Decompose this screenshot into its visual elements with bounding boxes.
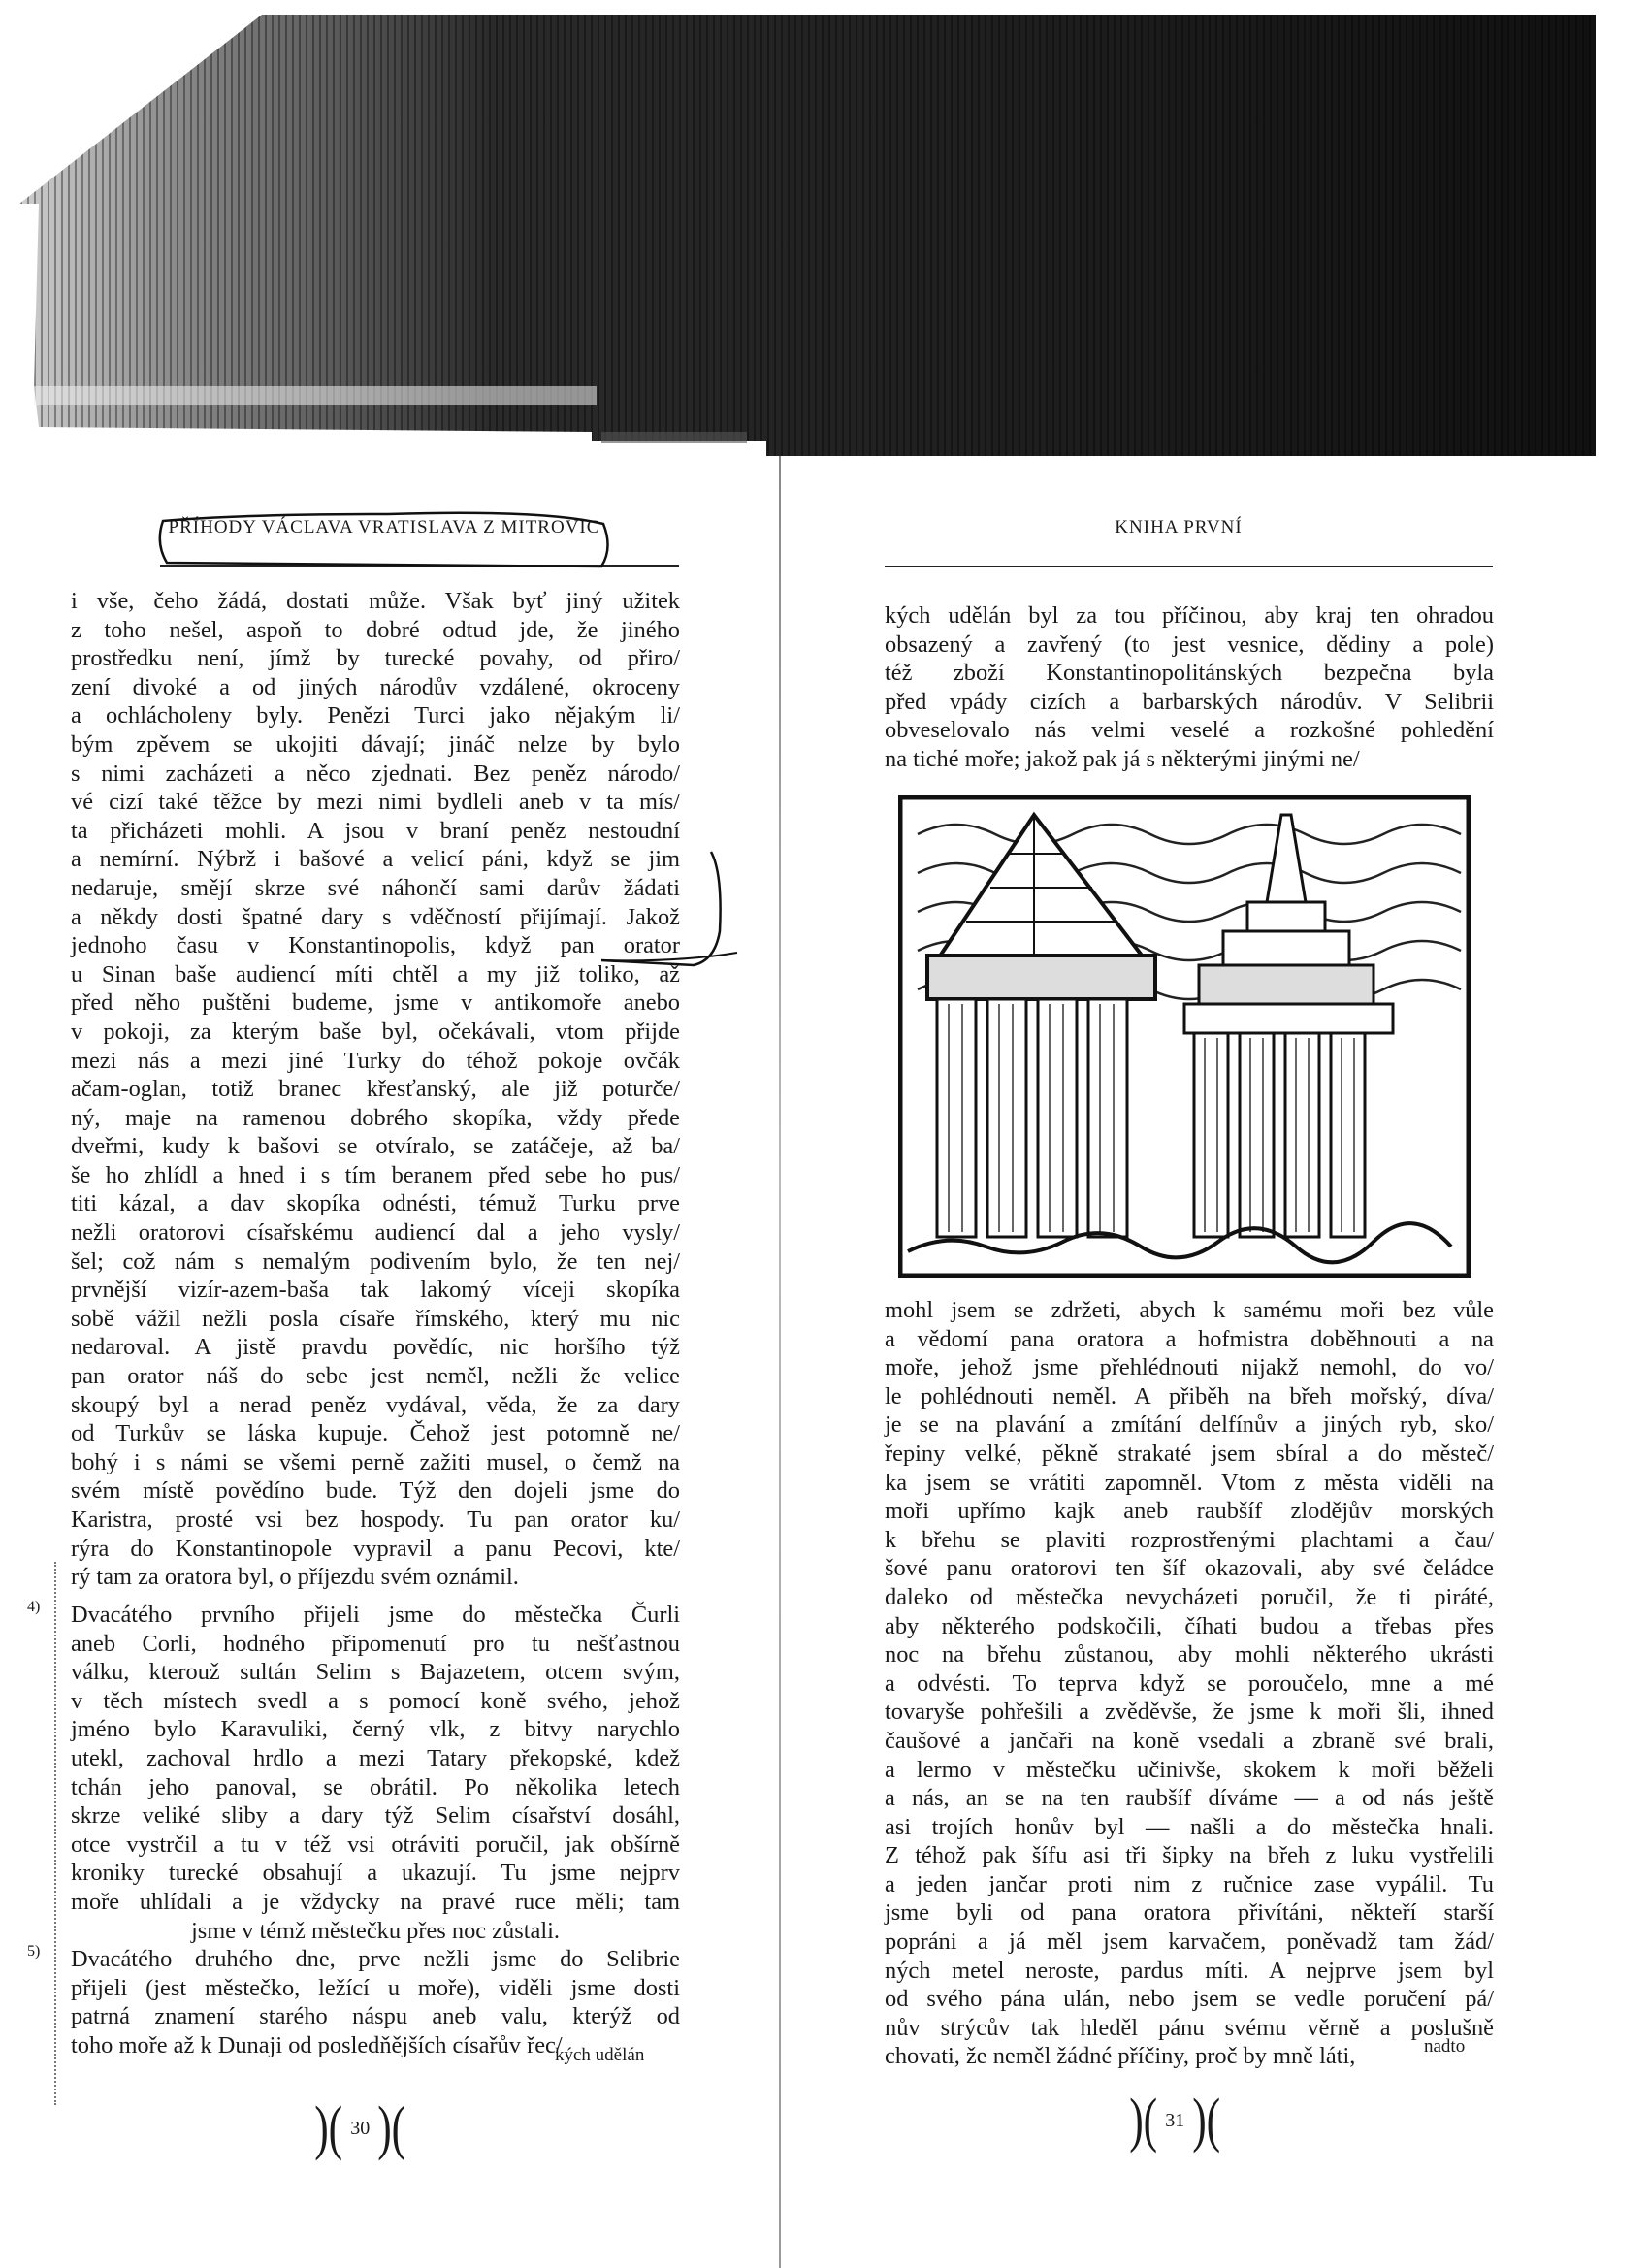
text-line: asi trojích honův byl — našli a do městečka hnali. [885, 1813, 1494, 1840]
text-line: obveselovalo nás velmi veselé a rozkošné pohledění [885, 717, 1494, 744]
page-number-right: )( 31 )( [1129, 2088, 1221, 2154]
running-header-left: PŘÍHODY VÁCLAVA VRATISLAVA Z MITROVIC [168, 517, 600, 537]
text-line: mohl jsem se zdržeti, abych k samému moři bez vůle [885, 1297, 1494, 1323]
header-rule-right [885, 566, 1493, 567]
text-line: kroniky turecké obsahují a ukazují. Tu jsme nejprv [71, 1860, 680, 1887]
text-line: chovati, že neměl žádné příčiny, proč by mně láti, [885, 2043, 1356, 2070]
text-line: utekl, zachoval hrdlo a mezi Tatary překopské, kdež [71, 1744, 680, 1771]
text-line: noc na břehu zůstanou, aby mohli některého ukrásti [885, 1641, 1494, 1669]
text-line: od Turkův se láska kupuje. Čehož jest potomně ne/ [71, 1420, 680, 1447]
text-line: prostředku není, jímž by turecké povahy, od přiro/ [71, 645, 680, 672]
text-line: sobě vážil nežli posla císaře římského, který mu nic [71, 1305, 680, 1332]
text-line: v pokoji, za kterým baše byl, očekávali, vtom přijde [71, 1018, 680, 1045]
text-line: je se na plavání a zmítání delfínův a jiných ryb, sko/ [885, 1411, 1494, 1439]
text-line: jméno bylo Karavuliki, černý vlk, z bitvy narychlo [71, 1716, 680, 1743]
text-line: od svého pána ulán, nebo jsem se vedle poručení pá/ [885, 1986, 1494, 2013]
text-line: rý tam za oratora byl, o příjezdu svém oznámil. [71, 1564, 519, 1591]
text-line: a jeden jančar proti nim z ručnice zase vypálil. Tu [885, 1870, 1494, 1897]
text-line: šel; což nám s nemalým podivením bylo, že ten nej/ [71, 1247, 680, 1275]
text-line: v těch místech svedl a s pomocí koně svého, jehož [71, 1687, 680, 1714]
text-line: svém místě povědíno bude. Týž den dojeli jsme do [71, 1477, 680, 1505]
catchword-left: kých udělán [555, 2045, 645, 2065]
text-line: patrná znamení starého náspu aneb valu, kterýž od [71, 2003, 680, 2030]
text-line: popráni a já měl jsem karvačem, poněvadž tam žád/ [885, 1928, 1494, 1956]
text-line: z toho nešel, aspoň to dobré odtud jde, že jiného [71, 616, 680, 643]
text-line: a odvésti. To teprva když se poroučelo, mne a mé [885, 1669, 1494, 1697]
text-line: jednoho času v Konstantinopolis, když pan orator [71, 932, 680, 959]
left-paragraph-1 [71, 587, 680, 1592]
text-line: aby některého podskočili, číhati budou a třebas přes [885, 1612, 1494, 1639]
text-line: jsme v témž městečku přes noc zůstali. [191, 1917, 560, 1944]
text-line: a vědomí pana oratora a hofmistra doběhnouti a na [885, 1325, 1494, 1352]
text-line: bohý i s námi se všemi perně zažiti musel, o čemž na [71, 1448, 680, 1475]
right-paragraph-1 [885, 601, 1494, 774]
text-line: k břehu se plaviti rozprostřenými plachtami a čau/ [885, 1526, 1494, 1553]
text-line: skrze veliké sliby a dary týž Selim císařství dosáhl, [71, 1802, 680, 1830]
text-line: titi kázal, a dav skopíka odnésti, témuž Turku prve [71, 1190, 680, 1217]
book-gutter-line [779, 456, 781, 2268]
margin-note-mark: 4) [27, 1599, 41, 1615]
text-line: čaušové a jančaři na koně vsedali a zbraně své brali, [885, 1727, 1494, 1754]
page-number-value: 30 [350, 2117, 371, 2139]
text-line: ka jsem se vrátiti zapomněl. Vtom z města viděli na [885, 1469, 1494, 1496]
text-line: u Sinan baše audiencí míti chtěl a my již toliko, až [71, 960, 680, 988]
text-line: ta přicházeti mohli. A jsou v braní peněz nestoudní [71, 817, 680, 844]
text-line: tovaryše pohřešili a zvěděvše, že jsme k moři šli, ihned [885, 1699, 1494, 1726]
text-line: otce vystrčil a tu v též vsi otráviti poručil, jak obšírně [71, 1831, 680, 1858]
text-line: řepiny velké, pěkně strakaté jsem sbíral a do městeč/ [885, 1440, 1494, 1467]
scan-artifact-band [0, 0, 1649, 456]
text-line: ačam-oglan, totiž branec křesťanský, ale již poturče/ [71, 1076, 680, 1103]
text-line: kých udělán byl za tou příčinou, aby kraj ten ohradou [885, 602, 1494, 629]
text-line: válku, kterouž sultán Selim s Bajazetem, otcem svým, [71, 1659, 680, 1686]
woodcut-illustration [898, 795, 1471, 1278]
text-line: Karistra, prosté vsi bez hospody. Tu pan orator ku/ [71, 1507, 680, 1533]
page-number-value: 31 [1165, 2109, 1185, 2131]
text-line: šové panu oratorovi ten šíf okazovali, aby své čeládce [885, 1555, 1494, 1582]
text-line: dveřmi, kudy k bašovi se otvíralo, se zatáčeje, až ba/ [71, 1133, 680, 1160]
text-line: před něho puštěni budeme, jsme v antikomoře anebo [71, 989, 680, 1017]
text-line: nedaruje, smějí skrze své náhončí sami darův žádati [71, 874, 680, 901]
left-paragraph-2 [71, 1601, 680, 1945]
text-line: aneb Corli, hodného připomenutí pro tu nešťastnou [71, 1630, 680, 1657]
text-line: zení divoké a od jiných národův vzdálené, okroceny [71, 673, 680, 700]
left-paragraph-3 [71, 1945, 680, 2059]
text-line: před vpády cizích a barbarských národův. V Selibrii [885, 688, 1494, 715]
text-line: pan orator náš do sebe jest neměl, nežli že velice [71, 1363, 680, 1390]
text-line: toho moře až k Dunaji od posledňějších císařův řec/ [71, 2031, 563, 2058]
text-line: nežli oratorovi císařskému audiencí dal a jeho vysly/ [71, 1219, 680, 1247]
text-line: a lermo v městečku učinivše, skokem k moři běželi [885, 1756, 1494, 1783]
running-header-right: KNIHA PRVNÍ [1115, 517, 1243, 537]
text-line: ný, maje na ramenou dobrého skopíka, vždy přede [71, 1104, 680, 1131]
text-line: moře uhlídali a je vždycky na pravé ruce měli; tam [71, 1888, 680, 1915]
text-line: též zboží Konstantinopolitánských bezpečna byla [885, 660, 1494, 687]
text-line: nedaroval. A jistě pravdu povědíc, nic horšího týž [71, 1334, 680, 1361]
text-line: a ochlácholeny byly. Penězi Turci jako nějakým li/ [71, 702, 680, 729]
text-line: obsazený a zavřený (to jest vesnice, dědiny a pole) [885, 631, 1494, 658]
text-line: jsme byli od pana oratora přivítáni, někteří starší [885, 1899, 1494, 1927]
margin-dotted-line [54, 1562, 57, 2105]
text-line: še ho zhlídl a hned i s tím beranem před sebe ho pus/ [71, 1161, 680, 1188]
text-line: Dvacátého prvního přijeli jsme do městečka Čurli [71, 1602, 680, 1628]
text-line: s nimi zacházeti a něco zjednati. Bez peněz národo/ [71, 760, 680, 787]
text-line: prvnější vizír-azem-baša tak lakomý víceji skopíka [71, 1277, 680, 1304]
text-line: rýra do Konstantinopole vypravil a panu Pecovi, kte/ [71, 1535, 680, 1562]
text-line: daleko od městečka nevycházeti poručil, že ti piráté, [885, 1583, 1494, 1610]
text-line: le pohlédnouti neměl. A přiběh na břeh mořský, díva/ [885, 1382, 1494, 1409]
text-line: Dvacátého druhého dne, prve nežli jsme do Selibrie [71, 1946, 680, 1972]
text-line: a nás, an se na ten raubšíf díváme — a od nás ještě [885, 1785, 1494, 1812]
text-line: moře, jehož jsme přehlédnouti nijakž nemohl, do vo/ [885, 1354, 1494, 1381]
text-line: bým zpěvem se ukojiti dávají; jináč nelze by bylo [71, 730, 680, 758]
right-paragraph-2 [885, 1296, 1494, 2071]
text-line: a nemírní. Nýbrž i bašové a velicí páni, když se jim [71, 846, 680, 873]
text-line: mezi nás a mezi jiné Turky do téhož pokoje ovčák [71, 1047, 680, 1074]
margin-note-mark: 5) [27, 1943, 41, 1960]
text-line: na tiché moře; jakož pak já s některými jinými ne/ [885, 745, 1360, 772]
text-line: a někdy dosti špatné dary s vděčností přijímají. Jakož [71, 903, 680, 930]
text-line: i vše, čeho žádá, dostati může. Však byť jiný užitek [71, 588, 680, 614]
text-line: skoupý byl a nerad peněz vydával, věda, že za dary [71, 1391, 680, 1418]
text-line: vé cizí také těžce by mezi nimi bydleli aneb v ta mís/ [71, 789, 680, 816]
text-line: přijeli (jest městečko, ležící u moře), viděli jsme dosti [71, 1974, 680, 2001]
page-number-left: )( 30 )( [314, 2095, 406, 2161]
catchword-right: nadto [1424, 2036, 1466, 2057]
text-line: ných metel neroste, pardus míti. A nejprve jsem byl [885, 1957, 1494, 1984]
text-line: Z téhož pak šífu asi tři šipky na břeh z luku vystřelili [885, 1842, 1494, 1869]
header-rule-left [160, 565, 679, 567]
text-line: tchán jeho panoval, se obrátil. Po několika letech [71, 1773, 680, 1800]
text-line: moři upřímo kajk aneb raubšíf zlodějův morských [885, 1498, 1494, 1525]
text-line: nův strýcův tak hleděl pánu svému věrně a poslušně [885, 2014, 1494, 2041]
